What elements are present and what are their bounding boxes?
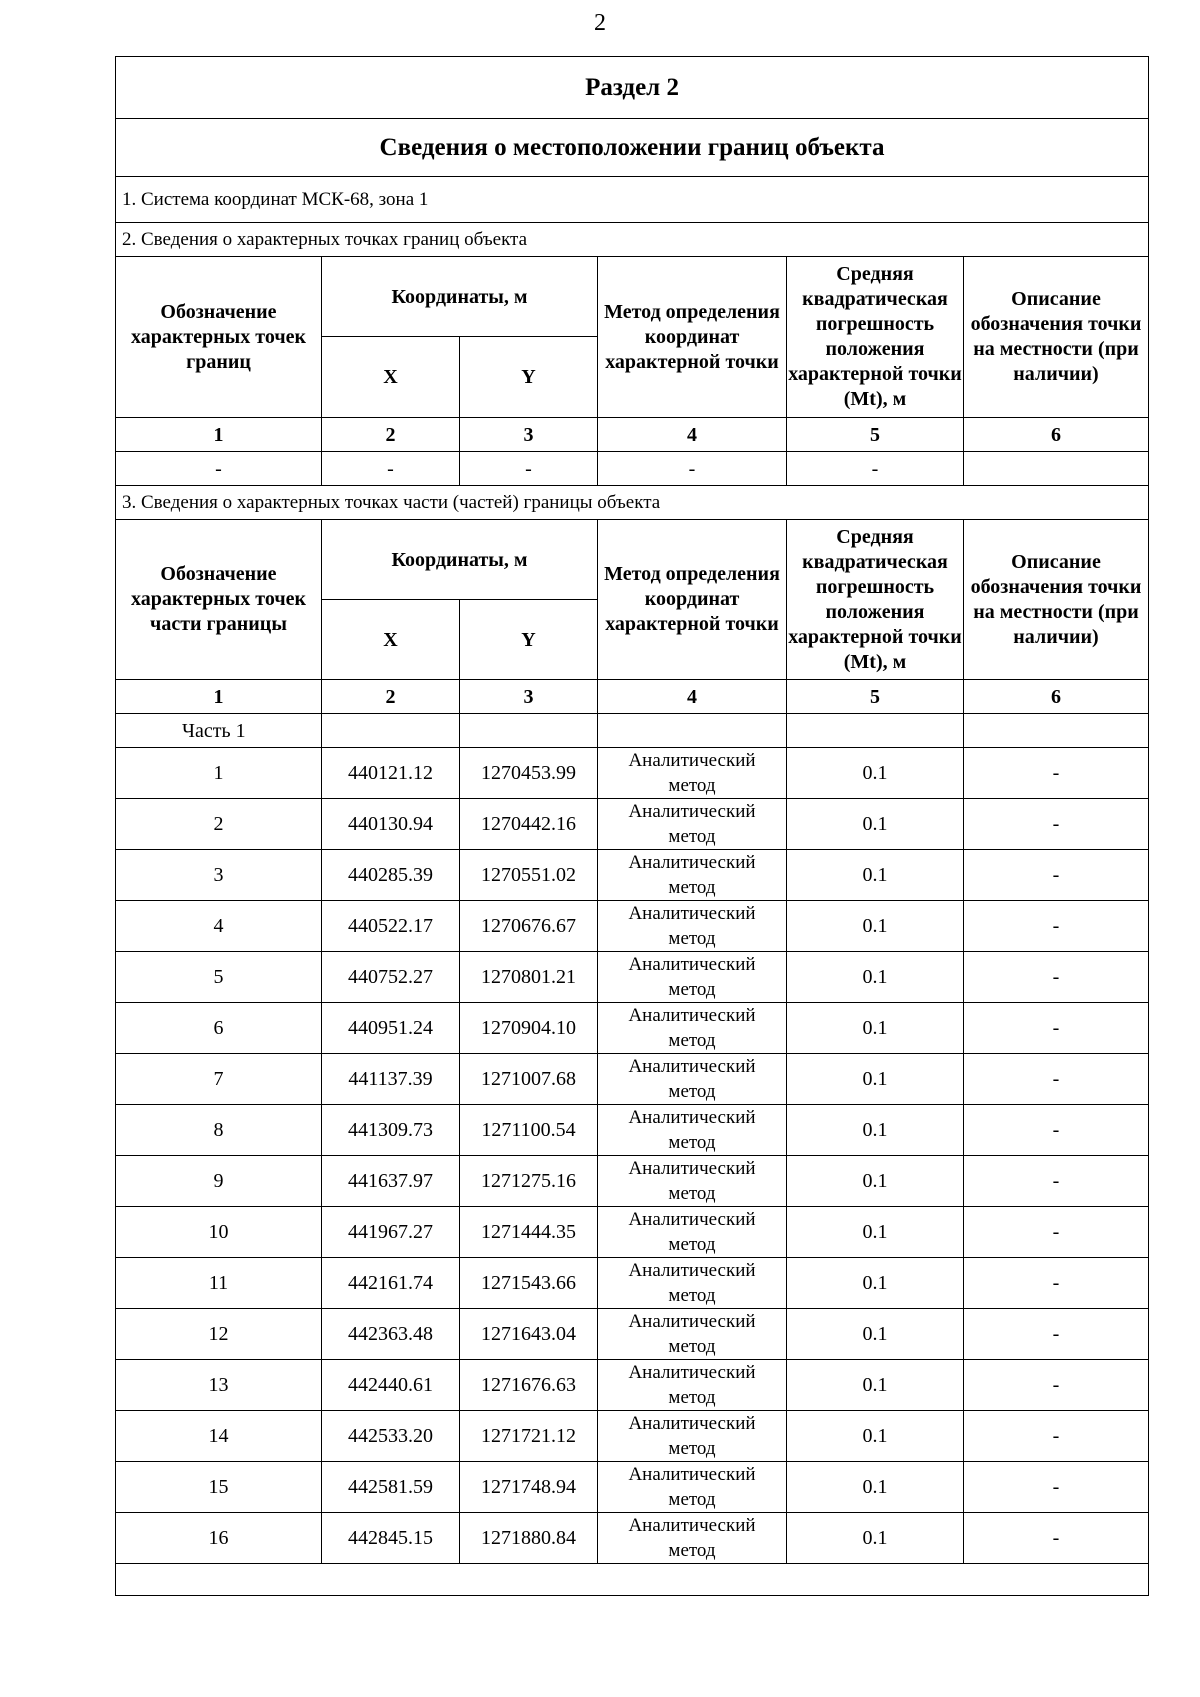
point-number: 16 — [116, 1513, 322, 1564]
method-line-1: Аналитический — [628, 1362, 756, 1383]
error-value: 0.1 — [787, 1207, 964, 1258]
table-cell — [322, 714, 460, 748]
method-cell — [598, 1054, 787, 1105]
table-cell: - — [116, 452, 322, 486]
method-line-1: Аналитический — [628, 1209, 756, 1230]
method-line-2: метод — [668, 979, 716, 1000]
header-y: Y — [460, 600, 598, 680]
table-footer-row — [116, 1564, 1149, 1596]
y-coordinate: 1271100.54 — [460, 1105, 598, 1156]
method-cell — [598, 1258, 787, 1309]
error-value: 0.1 — [787, 1513, 964, 1564]
method-line-2: метод — [668, 1438, 716, 1459]
column-number: 4 — [598, 680, 787, 714]
boundary-table — [115, 56, 1149, 1596]
point-number: 5 — [116, 952, 322, 1003]
method-line-1: Аналитический — [628, 954, 756, 975]
error-value: 0.1 — [787, 748, 964, 799]
method-line-1: Аналитический — [628, 1413, 756, 1434]
x-coordinate: 441967.27 — [322, 1207, 460, 1258]
table-row — [116, 1462, 1149, 1513]
description-value: - — [964, 1105, 1149, 1156]
table-row — [116, 1054, 1149, 1105]
table-row — [116, 1105, 1149, 1156]
column-number: 6 — [964, 680, 1149, 714]
table-cell — [964, 714, 1149, 748]
method-cell — [598, 799, 787, 850]
point-number: 9 — [116, 1156, 322, 1207]
table-row — [116, 1309, 1149, 1360]
column-number: 6 — [964, 418, 1149, 452]
y-coordinate: 1271275.16 — [460, 1156, 598, 1207]
coord-system-label: 1. Система координат МСК-68, зона 1 — [116, 177, 1149, 223]
error-value: 0.1 — [787, 850, 964, 901]
table-row — [116, 1258, 1149, 1309]
column-number: 4 — [598, 418, 787, 452]
table-row — [116, 1003, 1149, 1054]
description-value: - — [964, 1258, 1149, 1309]
method-cell — [598, 1513, 787, 1564]
y-coordinate: 1271543.66 — [460, 1258, 598, 1309]
method-line-1: Аналитический — [628, 1005, 756, 1026]
description-value: - — [964, 1003, 1149, 1054]
point-number: 2 — [116, 799, 322, 850]
method-line-2: метод — [668, 1336, 716, 1357]
method-line-1: Аналитический — [628, 801, 756, 822]
y-coordinate: 1270801.21 — [460, 952, 598, 1003]
error-value: 0.1 — [787, 1258, 964, 1309]
method-line-1: Аналитический — [628, 1260, 756, 1281]
description-value: - — [964, 1054, 1149, 1105]
method-line-2: метод — [668, 1081, 716, 1102]
table-row — [116, 1360, 1149, 1411]
point-number: 7 — [116, 1054, 322, 1105]
method-line-2: метод — [668, 877, 716, 898]
header-coords: Координаты, м — [322, 257, 598, 337]
table-cell — [598, 714, 787, 748]
y-coordinate: 1270676.67 — [460, 901, 598, 952]
point-number: 6 — [116, 1003, 322, 1054]
method-line-1: Аналитический — [628, 1107, 756, 1128]
column-number: 3 — [460, 680, 598, 714]
description-value: - — [964, 1462, 1149, 1513]
part-label: Часть 1 — [116, 714, 322, 748]
method-line-1: Аналитический — [628, 750, 756, 771]
method-line-1: Аналитический — [628, 1056, 756, 1077]
method-line-2: метод — [668, 775, 716, 796]
table-row — [116, 1207, 1149, 1258]
column-number: 2 — [322, 680, 460, 714]
description-value: - — [964, 1411, 1149, 1462]
description-value: - — [964, 748, 1149, 799]
method-line-2: метод — [668, 1234, 716, 1255]
x-coordinate: 442845.15 — [322, 1513, 460, 1564]
description-value: - — [964, 952, 1149, 1003]
method-line-2: метод — [668, 928, 716, 949]
block2-title: 2. Сведения о характерных точках границ объекта — [116, 223, 1149, 257]
point-number: 12 — [116, 1309, 322, 1360]
x-coordinate: 442440.61 — [322, 1360, 460, 1411]
method-line-2: метод — [668, 1183, 716, 1204]
description-value: - — [964, 1156, 1149, 1207]
description-value: - — [964, 1309, 1149, 1360]
header-method: Метод определения координат характерной точки — [598, 257, 787, 418]
table-cell: - — [322, 452, 460, 486]
header-x: X — [322, 600, 460, 680]
y-coordinate: 1271748.94 — [460, 1462, 598, 1513]
y-coordinate: 1271444.35 — [460, 1207, 598, 1258]
column-number: 5 — [787, 418, 964, 452]
error-value: 0.1 — [787, 1105, 964, 1156]
method-line-2: метод — [668, 1387, 716, 1408]
point-number: 15 — [116, 1462, 322, 1513]
x-coordinate: 442161.74 — [322, 1258, 460, 1309]
description-value: - — [964, 1360, 1149, 1411]
point-number: 11 — [116, 1258, 322, 1309]
method-line-2: метод — [668, 826, 716, 847]
y-coordinate: 1271880.84 — [460, 1513, 598, 1564]
table-cell — [787, 714, 964, 748]
header-description: Описание обозначения точки на местности (при наличии) — [964, 520, 1149, 680]
header-error: Средняя квадратическая погрешность положения характерной точки (Mt), м — [787, 257, 964, 418]
method-cell — [598, 1105, 787, 1156]
y-coordinate: 1270551.02 — [460, 850, 598, 901]
error-value: 0.1 — [787, 952, 964, 1003]
method-cell — [598, 952, 787, 1003]
column-number: 3 — [460, 418, 598, 452]
header-designation: Обозначение характерных точек части границы — [116, 520, 322, 680]
point-number: 8 — [116, 1105, 322, 1156]
method-cell — [598, 1411, 787, 1462]
header-method: Метод определения координат характерной точки — [598, 520, 787, 680]
point-number: 13 — [116, 1360, 322, 1411]
table-cell — [460, 714, 598, 748]
point-number: 3 — [116, 850, 322, 901]
error-value: 0.1 — [787, 1360, 964, 1411]
method-line-2: метод — [668, 1132, 716, 1153]
table-row — [116, 748, 1149, 799]
point-number: 14 — [116, 1411, 322, 1462]
y-coordinate: 1270442.16 — [460, 799, 598, 850]
error-value: 0.1 — [787, 1309, 964, 1360]
x-coordinate: 441309.73 — [322, 1105, 460, 1156]
method-cell — [598, 1156, 787, 1207]
method-cell — [598, 1207, 787, 1258]
x-coordinate: 440130.94 — [322, 799, 460, 850]
x-coordinate: 440121.12 — [322, 748, 460, 799]
column-number: 1 — [116, 680, 322, 714]
column-number: 1 — [116, 418, 322, 452]
method-line-2: метод — [668, 1540, 716, 1561]
table-row — [116, 1513, 1149, 1564]
method-line-1: Аналитический — [628, 1158, 756, 1179]
description-value: - — [964, 901, 1149, 952]
description-value: - — [964, 1207, 1149, 1258]
x-coordinate: 442533.20 — [322, 1411, 460, 1462]
method-cell — [598, 1003, 787, 1054]
table-cell — [964, 452, 1149, 486]
point-number: 4 — [116, 901, 322, 952]
method-line-2: метод — [668, 1030, 716, 1051]
method-cell — [598, 1462, 787, 1513]
header-designation: Обозначение характерных точек границ — [116, 257, 322, 418]
error-value: 0.1 — [787, 1462, 964, 1513]
header-coords: Координаты, м — [322, 520, 598, 600]
header-x: X — [322, 337, 460, 418]
method-cell — [598, 1309, 787, 1360]
error-value: 0.1 — [787, 1411, 964, 1462]
y-coordinate: 1271643.04 — [460, 1309, 598, 1360]
header-description: Описание обозначения точки на местности (при наличии) — [964, 257, 1149, 418]
x-coordinate: 442363.48 — [322, 1309, 460, 1360]
table-row — [116, 1156, 1149, 1207]
x-coordinate: 441137.39 — [322, 1054, 460, 1105]
method-line-1: Аналитический — [628, 1515, 756, 1536]
column-number: 5 — [787, 680, 964, 714]
section-title: Раздел 2 — [116, 57, 1149, 119]
x-coordinate: 440522.17 — [322, 901, 460, 952]
y-coordinate: 1271721.12 — [460, 1411, 598, 1462]
x-coordinate: 440951.24 — [322, 1003, 460, 1054]
y-coordinate: 1270904.10 — [460, 1003, 598, 1054]
description-value: - — [964, 1513, 1149, 1564]
table-cell: - — [598, 452, 787, 486]
method-cell — [598, 1360, 787, 1411]
error-value: 0.1 — [787, 1156, 964, 1207]
error-value: 0.1 — [787, 799, 964, 850]
method-line-2: метод — [668, 1285, 716, 1306]
x-coordinate: 440752.27 — [322, 952, 460, 1003]
column-number: 2 — [322, 418, 460, 452]
description-value: - — [964, 799, 1149, 850]
table-row — [116, 901, 1149, 952]
table-row — [116, 850, 1149, 901]
header-y: Y — [460, 337, 598, 418]
error-value: 0.1 — [787, 901, 964, 952]
point-number: 10 — [116, 1207, 322, 1258]
table-row — [116, 1411, 1149, 1462]
table-row — [116, 952, 1149, 1003]
y-coordinate: 1271007.68 — [460, 1054, 598, 1105]
method-line-1: Аналитический — [628, 1311, 756, 1332]
x-coordinate: 440285.39 — [322, 850, 460, 901]
method-line-2: метод — [668, 1489, 716, 1510]
table-row — [116, 799, 1149, 850]
table-cell: - — [460, 452, 598, 486]
block3-title: 3. Сведения о характерных точках части (частей) границы объекта — [116, 486, 1149, 520]
x-coordinate: 441637.97 — [322, 1156, 460, 1207]
method-line-1: Аналитический — [628, 1464, 756, 1485]
page-number: 2 — [594, 10, 606, 36]
table-cell: - — [787, 452, 964, 486]
method-line-1: Аналитический — [628, 852, 756, 873]
x-coordinate: 442581.59 — [322, 1462, 460, 1513]
y-coordinate: 1271676.63 — [460, 1360, 598, 1411]
y-coordinate: 1270453.99 — [460, 748, 598, 799]
point-number: 1 — [116, 748, 322, 799]
method-line-1: Аналитический — [628, 903, 756, 924]
error-value: 0.1 — [787, 1054, 964, 1105]
header-error: Средняя квадратическая погрешность положения характерной точки (Mt), м — [787, 520, 964, 680]
section-subtitle: Сведения о местоположении границ объекта — [116, 119, 1149, 177]
method-cell — [598, 901, 787, 952]
method-cell — [598, 850, 787, 901]
method-cell — [598, 748, 787, 799]
error-value: 0.1 — [787, 1003, 964, 1054]
description-value: - — [964, 850, 1149, 901]
